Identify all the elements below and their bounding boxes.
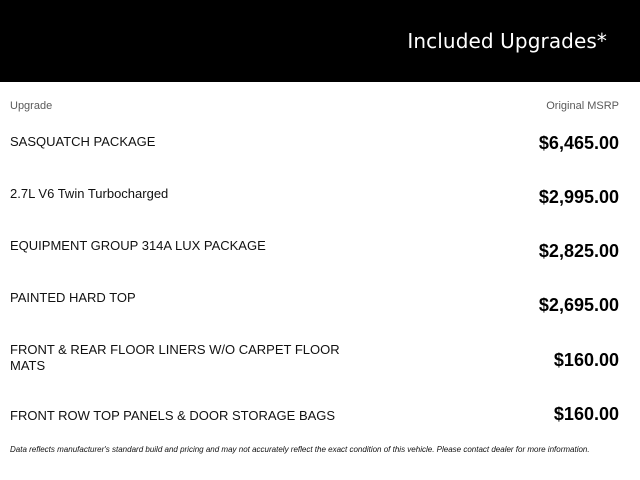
upgrade-price: $6,465.00 xyxy=(538,133,619,153)
upgrade-name: FRONT ROW TOP PANELS & DOOR STORAGE BAGS xyxy=(10,408,336,423)
column-header-msrp: Original MSRP xyxy=(546,100,619,112)
upgrade-price: $2,695.00 xyxy=(538,295,619,315)
upgrade-price: $160.00 xyxy=(553,350,619,370)
column-header-upgrade: Upgrade xyxy=(10,100,53,112)
upgrade-name: 2.7L V6 Twin Turbocharged xyxy=(10,186,169,201)
upgrade-price: $2,825.00 xyxy=(538,241,619,261)
disclaimer-text: Data reflects manufacturer's standard build and pricing and may not accurately reflect the exact condition of this vehicle. Please contact dealer for more information. xyxy=(10,445,590,454)
upgrade-name: EQUIPMENT GROUP 314A LUX PACKAGE xyxy=(10,238,266,253)
header-bar xyxy=(0,0,640,82)
upgrade-name: SASQUATCH PACKAGE xyxy=(10,134,156,149)
upgrade-price: $2,995.00 xyxy=(538,187,619,207)
page-title: Included Upgrades* xyxy=(407,29,607,53)
upgrade-price: $160.00 xyxy=(553,404,619,424)
upgrade-name: FRONT & REAR FLOOR LINERS W/O CARPET FLOOR MATS xyxy=(10,342,340,373)
upgrade-name: PAINTED HARD TOP xyxy=(10,290,136,305)
